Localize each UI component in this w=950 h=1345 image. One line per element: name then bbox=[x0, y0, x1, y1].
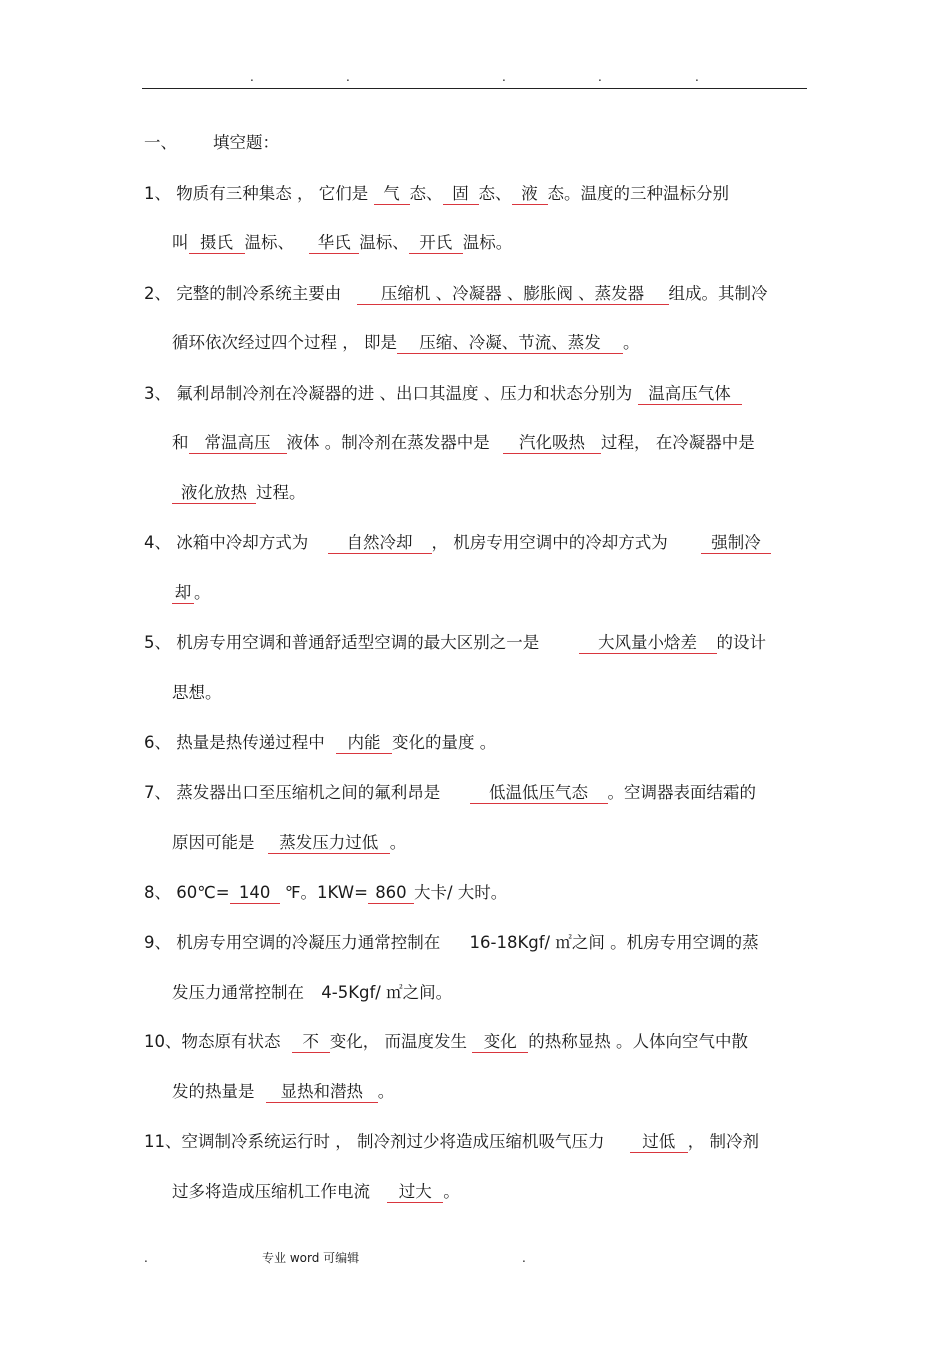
question-7-line-1 bbox=[144, 781, 756, 805]
question-text: 机房专用空调的冷凝压力通常控制在 bbox=[176, 933, 441, 952]
header-dot: . bbox=[598, 70, 602, 84]
question-2-line-2 bbox=[172, 331, 640, 355]
answer-blank: 860 bbox=[368, 883, 414, 904]
answer-blank: 过大 bbox=[387, 1182, 443, 1203]
question-text: 。 bbox=[443, 1182, 460, 1201]
answer-blank: 气 bbox=[374, 184, 410, 205]
footer-label: 专业 word 可编辑 bbox=[262, 1251, 360, 1265]
answer-blank: 华氏 bbox=[309, 233, 359, 254]
question-text: 冰箱中冷却方式为 bbox=[176, 533, 309, 552]
answer-blank: 不 bbox=[292, 1032, 330, 1053]
question-text: 氟利昂制冷剂在冷凝器的进 、出口其温度 、压力和状态分别为 bbox=[176, 384, 633, 403]
question-2-line-1 bbox=[144, 282, 768, 306]
answer-blank: 变化 bbox=[472, 1032, 528, 1053]
answer-blank: 低温低压气态 bbox=[470, 783, 608, 804]
section-title: 填空题： bbox=[213, 133, 279, 152]
answer-blank: 却 bbox=[172, 583, 194, 604]
question-10-line-1 bbox=[144, 1030, 748, 1054]
answer-blank: 摄氏 bbox=[189, 233, 245, 254]
question-9-line-2 bbox=[172, 981, 452, 1005]
question-text: 的设计 bbox=[716, 633, 766, 652]
answer-blank: 内能 bbox=[336, 733, 392, 754]
question-11-line-2 bbox=[172, 1180, 460, 1204]
question-text: 物态原有状态 bbox=[181, 1032, 281, 1051]
question-text: 发的热量是 bbox=[172, 1082, 255, 1101]
answer-blank: 开氏 bbox=[409, 233, 463, 254]
question-text: 变化， 而温度发生 bbox=[329, 1032, 467, 1051]
header-dot: . bbox=[346, 70, 350, 84]
question-text: ℉。1KW= bbox=[284, 883, 368, 902]
question-text: 的热称显热 。人体向空气中散 bbox=[528, 1032, 748, 1051]
answer-blank: 压缩机 、冷凝器 、膨胀阀 、蒸发器 bbox=[357, 284, 669, 305]
footer-dot: . bbox=[144, 1251, 148, 1265]
question-text: 态、 bbox=[409, 184, 443, 203]
answer-blank: 大风量小焓差 bbox=[579, 633, 717, 654]
question-text: 热量是热传递过程中 bbox=[176, 733, 325, 752]
answer-blank: 液化放热 bbox=[172, 483, 256, 504]
section-heading bbox=[144, 131, 279, 155]
answer-blank: 常温高压 bbox=[189, 433, 287, 454]
question-text: 。 bbox=[389, 833, 407, 852]
question-text: 物质有三种集态 ， 它们是 bbox=[176, 184, 369, 203]
question-6-line-1 bbox=[144, 731, 496, 755]
question-text: 原因可能是 bbox=[172, 833, 255, 852]
question-1-line-2 bbox=[172, 231, 512, 255]
question-1-line-1 bbox=[144, 182, 729, 206]
question-text: 循环依次经过四个过程 ， 即是 bbox=[172, 333, 397, 352]
question-number: 8、 bbox=[144, 883, 171, 902]
question-4-line-2 bbox=[172, 581, 211, 605]
question-7-line-2 bbox=[172, 831, 406, 855]
question-text: 完整的制冷系统主要由 bbox=[176, 284, 342, 303]
answer-blank: 140 bbox=[230, 883, 280, 904]
question-text: 过多将造成压缩机工作电流 bbox=[172, 1182, 370, 1201]
header-dot: . bbox=[695, 70, 699, 84]
question-text: 蒸发器出口至压缩机之间的氟利昂是 bbox=[176, 783, 441, 802]
section-number: 一、 bbox=[144, 133, 177, 152]
question-text: 过程， 在冷凝器中是 bbox=[601, 433, 755, 452]
question-text: 叫 bbox=[172, 233, 189, 252]
question-text: 大卡/ 大时。 bbox=[413, 883, 508, 902]
question-text: 过程。 bbox=[256, 483, 306, 502]
question-text: 60℃= bbox=[176, 883, 230, 902]
question-number: 1、 bbox=[144, 184, 171, 203]
footer-dot: . bbox=[522, 1251, 526, 1265]
question-text: 变化的量度 。 bbox=[392, 733, 497, 752]
question-number: 2、 bbox=[144, 284, 171, 303]
question-text: 态、 bbox=[478, 184, 512, 203]
question-5-line-2 bbox=[172, 681, 222, 705]
answer-blank: 温高压气体 bbox=[638, 384, 742, 405]
question-text: 和 bbox=[172, 433, 189, 452]
question-4-line-1 bbox=[144, 531, 771, 555]
answer-blank: 强制冷 bbox=[701, 533, 771, 554]
answer-blank: 压缩、冷凝、节流、蒸发 bbox=[397, 333, 623, 354]
question-text: 组成。其制冷 bbox=[668, 284, 768, 303]
question-value: 16-18Kgf/ ㎡之间 。机房专用空调的蒸 bbox=[469, 933, 759, 952]
header-dot: . bbox=[502, 70, 506, 84]
question-10-line-2 bbox=[172, 1080, 394, 1104]
question-3-line-3 bbox=[172, 481, 306, 505]
question-number: 9、 bbox=[144, 933, 171, 952]
question-8-line-1 bbox=[144, 881, 507, 905]
question-text: 机房专用空调和普通舒适型空调的最大区别之一是 bbox=[176, 633, 540, 652]
question-text: 思想。 bbox=[172, 683, 222, 702]
question-9-line-1 bbox=[144, 931, 759, 955]
header-rule bbox=[142, 88, 807, 89]
question-number: 3、 bbox=[144, 384, 171, 403]
question-number: 11、 bbox=[144, 1132, 182, 1151]
question-number: 6、 bbox=[144, 733, 171, 752]
question-number: 7、 bbox=[144, 783, 171, 802]
question-text: 温标、 bbox=[359, 233, 409, 252]
question-3-line-2 bbox=[172, 431, 755, 455]
header-dot: . bbox=[250, 70, 254, 84]
question-number: 10、 bbox=[144, 1032, 182, 1051]
answer-blank: 过低 bbox=[630, 1132, 688, 1153]
question-text: 空调制冷系统运行时 ， 制冷剂过少将造成压缩机吸气压力 bbox=[181, 1132, 605, 1151]
question-number: 4、 bbox=[144, 533, 171, 552]
answer-blank: 蒸发压力过低 bbox=[268, 833, 390, 854]
question-text: 液体 。制冷剂在蒸发器中是 bbox=[286, 433, 490, 452]
question-text: 。空调器表面结霜的 bbox=[607, 783, 756, 802]
question-3-line-1 bbox=[144, 382, 742, 406]
answer-blank: 固 bbox=[443, 184, 479, 205]
question-text: 态。温度的三种温标分别 bbox=[547, 184, 729, 203]
question-11-line-1 bbox=[144, 1130, 759, 1154]
question-text: 。 bbox=[377, 1082, 395, 1101]
question-text: 温标。 bbox=[462, 233, 513, 252]
question-text: 。 bbox=[623, 333, 640, 352]
question-text: ， 机房专用空调中的冷却方式为 bbox=[431, 533, 668, 552]
answer-blank: 自然冷却 bbox=[328, 533, 432, 554]
question-text: 温标、 bbox=[244, 233, 294, 252]
answer-blank: 显热和潜热 bbox=[266, 1082, 378, 1103]
question-value: 4-5Kgf/ ㎡之间。 bbox=[321, 983, 453, 1002]
question-number: 5、 bbox=[144, 633, 171, 652]
question-text: 。 bbox=[194, 583, 211, 602]
answer-blank: 汽化吸热 bbox=[503, 433, 601, 454]
question-text: 发压力通常控制在 bbox=[172, 983, 304, 1002]
answer-blank: 液 bbox=[512, 184, 548, 205]
question-text: ， 制冷剂 bbox=[687, 1132, 759, 1151]
question-5-line-1 bbox=[144, 631, 766, 655]
